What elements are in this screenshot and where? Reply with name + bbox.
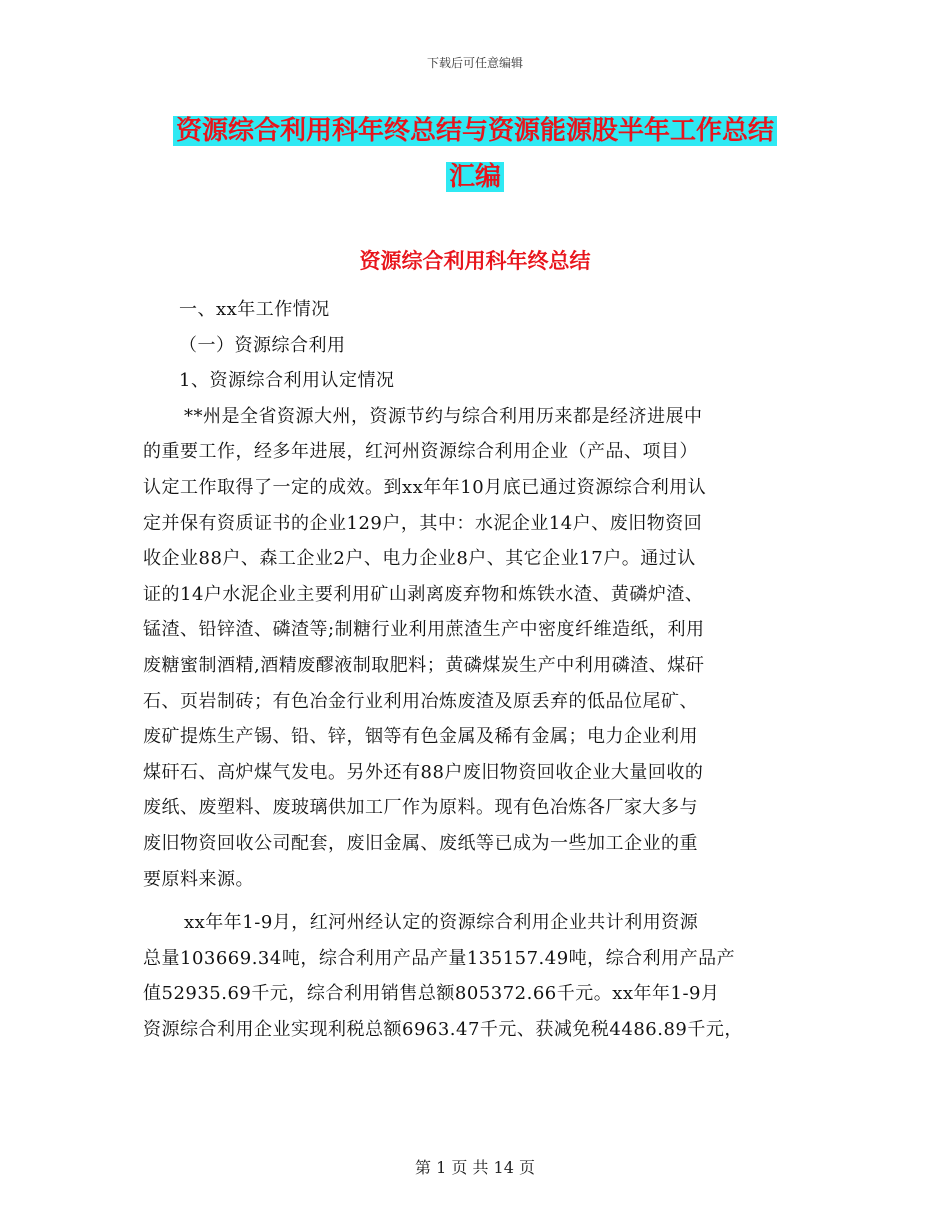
paragraph-line: 石、页岩制砖；有色冶金行业利用冶炼废渣及原丢弃的低品位尾矿、 [143, 690, 698, 712]
title-line-1: 资源综合利用科年终总结与资源能源股半年工作总结 [173, 116, 777, 146]
section-title: 资源综合利用科年终总结 [359, 248, 591, 273]
title-line-2: 汇编 [446, 162, 504, 192]
heading-level-1: 一、xx年工作情况 [179, 299, 330, 320]
paragraph-line: **州是全省资源大州，资源节约与综合利用历来都是经济进展中 [184, 405, 703, 427]
paragraph-line: 认定工作取得了一定的成效。到xx年年10月底已通过资源综合利用认 [143, 476, 707, 498]
paragraph-line: 废纸、废塑料、废玻璃供加工厂作为原料。现有色冶炼各厂家大多与 [143, 797, 698, 819]
paragraph-line: 值52935.69千元，综合利用销售总额805372.66千元。xx年年1-9月 [143, 983, 720, 1005]
paragraph-line: 定并保有资质证书的企业129户，其中：水泥企业14户、废旧物资回 [143, 512, 703, 534]
page-footer: 第 1 页 共 14 页 [415, 1158, 535, 1177]
paragraph-line: 总量103669.34吨，综合利用产品产量135157.49吨，综合利用产品产 [143, 947, 736, 969]
paragraph-line: 要原料来源。 [143, 868, 254, 890]
paragraph-2 [143, 905, 823, 1047]
heading-level-3: 1、资源综合利用认定情况 [179, 370, 395, 392]
paragraph-1 [143, 399, 823, 897]
paragraph-line: 收企业88户、森工企业2户、电力企业8户、其它企业17户。通过认 [143, 548, 696, 570]
document-title [0, 108, 950, 200]
paragraph-line: 废旧物资回收公司配套，废旧金属、废纸等已成为一些加工企业的重 [143, 832, 698, 854]
header-note: 下载后可任意编辑 [426, 56, 523, 70]
paragraph-line: 锰渣、铅锌渣、磷渣等;制糖行业利用蔗渣生产中密度纤维造纸，利用 [143, 619, 705, 641]
paragraph-line: 证的14户水泥企业主要利用矿山剥离废弃物和炼铁水渣、黄磷炉渣、 [143, 583, 704, 605]
paragraph-line: 的重要工作，经多年进展，红河州资源综合利用企业（产品、项目） [143, 441, 698, 463]
paragraph-line: 煤矸石、高炉煤气发电。另外还有88户废旧物资回收企业大量回收的 [143, 761, 704, 783]
paragraph-line: 资源综合利用企业实现利税总额6963.47千元、获减免税4486.89千元， [143, 1018, 743, 1040]
paragraph-line: 废糖蜜制酒精,酒精废醪液制取肥料；黄磷煤炭生产中利用磷渣、煤矸 [143, 654, 705, 676]
paragraph-line: xx年年1-9月，红河州经认定的资源综合利用企业共计利用资源 [184, 912, 699, 934]
document-body [143, 292, 823, 1047]
paragraph-line: 废矿提炼生产锡、铅、锌，铟等有色金属及稀有金属；电力企业利用 [143, 726, 698, 748]
heading-level-2: （一）资源综合利用 [179, 334, 346, 356]
